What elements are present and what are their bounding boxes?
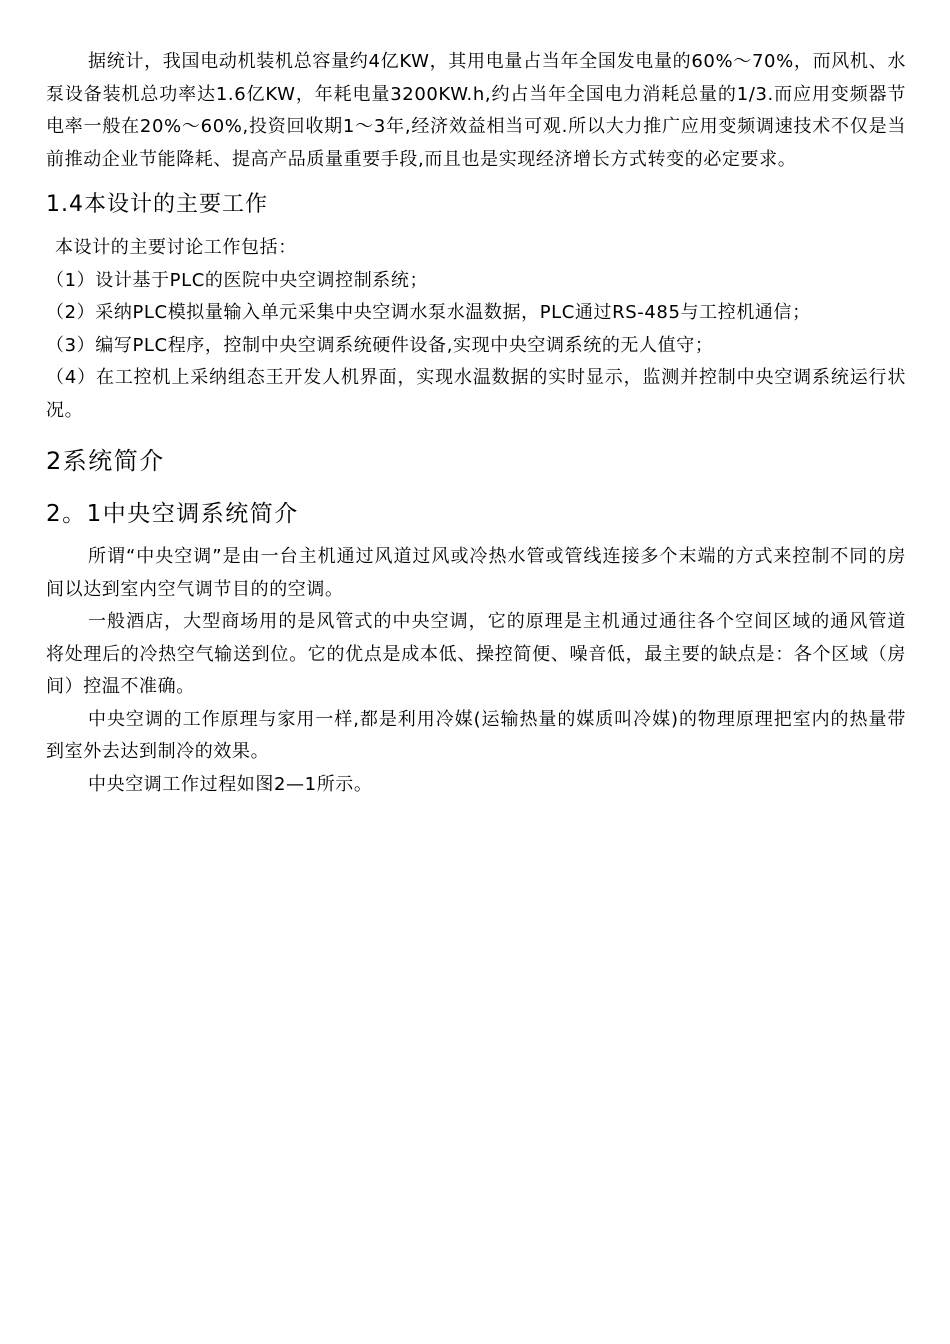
body-paragraph-1: 所谓“中央空调”是由一台主机通过风道过风或冷热水管或管线连接多个末端的方式来控制不同的房间以达到室内空气调节目的的空调。 [46,546,906,600]
section-2-heading: 2系统简介 [46,447,165,475]
list-item-1: （1）设计基于PLC的医院中央空调控制系统； [46,269,429,291]
body-paragraph-2: 一般酒店，大型商场用的是风管式的中央空调，它的原理是主机通过通往各个空间区域的通风管道将处理后的冷热空气输送到位。它的优点是成本低、操控简便、噪音低，最主要的缺点是：各个区域（房间）控温不准确。 [46,611,906,697]
list-item-2: （2）采纳PLC模拟量输入单元采集中央空调水泵水温数据，PLC通过RS-485与工控机通信； [46,302,811,323]
section-2-1-heading: 2。1中央空调系统简介 [46,501,299,527]
section-1-4-heading: 1.4本设计的主要工作 [46,192,268,217]
document-page [46,46,906,801]
section-1-4-lead: 本设计的主要讨论工作包括： [55,237,297,258]
list-item-4: （4）在工控机上采纳组态王开发人机界面，实现水温数据的实时显示，监测并控制中央空调系统运行状况。 [46,367,906,421]
body-paragraph-3: 中央空调的工作原理与家用一样,都是利用冷媒(运输热量的媒质叫冷媒)的物理原理把室内的热量带到室外去达到制冷的效果。 [46,708,906,762]
body-paragraph-4: 中央空调工作过程如图2—1所示。 [88,773,373,795]
intro-paragraph: 据统计，我国电动机装机总容量约4亿KW，其用电量占当年全国发电量的60%～70%，而风机、水泵设备装机总功率达1.6亿KW，年耗电量3200KW.h,约占当年全国电力消耗总量的1/3.而应用变频器节电率一般在20%～60%,投资回收期1～3年,经济效益相当可观.所以大力推广应用变频调速技术不仅是当前推动企业节能降耗、提高产品质量重要手段,而且也是实现经济增长方式转变的必定要求。 [46,51,906,170]
list-item-3: （3）编写PLC程序，控制中央空调系统硬件设备,实现中央空调系统的无人值守； [46,334,714,356]
